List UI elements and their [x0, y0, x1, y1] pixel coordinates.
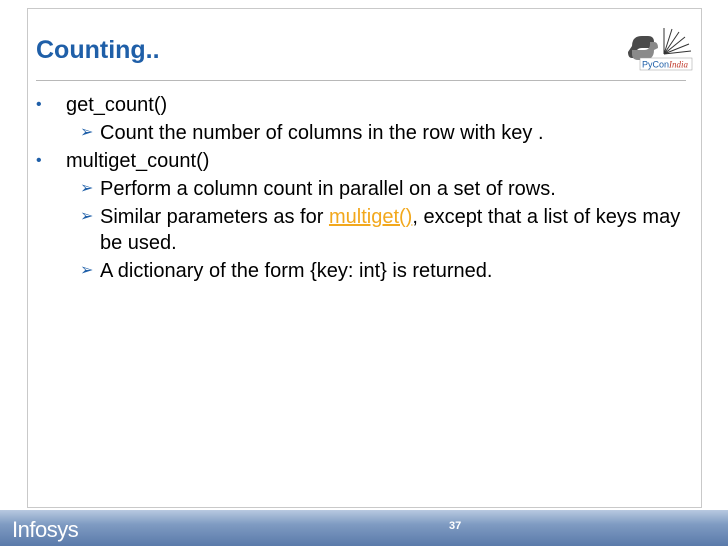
sub-bullet-text: A dictionary of the form {key: int} is returned.: [100, 260, 493, 282]
pycon-logo: [624, 24, 696, 78]
slide-title: Counting..: [36, 36, 160, 64]
sub-bullet-count-columns: [36, 120, 696, 146]
sub-bullet-text-pre: Similar parameters as for: [100, 206, 329, 228]
infosys-logo: Infosys: [12, 517, 79, 542]
slide-content: [36, 92, 696, 286]
bullet-get-count: [36, 92, 696, 118]
sub-bullet-text: Perform a column count in parallel on a set of rows.: [100, 178, 556, 200]
logo-text: PyCon: [642, 59, 670, 70]
bullet-text: multiget_count(): [66, 150, 210, 172]
bullet-dot-icon: •: [36, 96, 42, 113]
arrow-bullet-icon: ➢: [80, 208, 94, 225]
bullet-text: get_count(): [66, 94, 168, 116]
sub-bullet-parallel-count: [36, 176, 696, 202]
arrow-bullet-icon: ➢: [80, 124, 94, 141]
python-snake-icon: [628, 36, 658, 60]
sub-bullet-text-post: , except that a list of keys may be used.: [100, 206, 681, 254]
sub-bullet-similar-parameters: [36, 204, 696, 256]
bullet-dot-icon: •: [36, 152, 42, 169]
multiget-link[interactable]: multiget(): [328, 206, 413, 228]
sub-bullet-dictionary-returned: [36, 258, 696, 284]
fan-lines-icon: [664, 28, 691, 54]
title-divider: [36, 80, 686, 81]
page-number: 37: [449, 520, 462, 532]
sub-bullet-text: Count the number of columns in the row with key .: [100, 122, 544, 144]
bullet-multiget-count: [36, 148, 696, 174]
svg-text:India: India: [669, 59, 688, 70]
footer-bar: [0, 510, 728, 546]
arrow-bullet-icon: ➢: [80, 180, 94, 197]
arrow-bullet-icon: ➢: [80, 262, 94, 279]
